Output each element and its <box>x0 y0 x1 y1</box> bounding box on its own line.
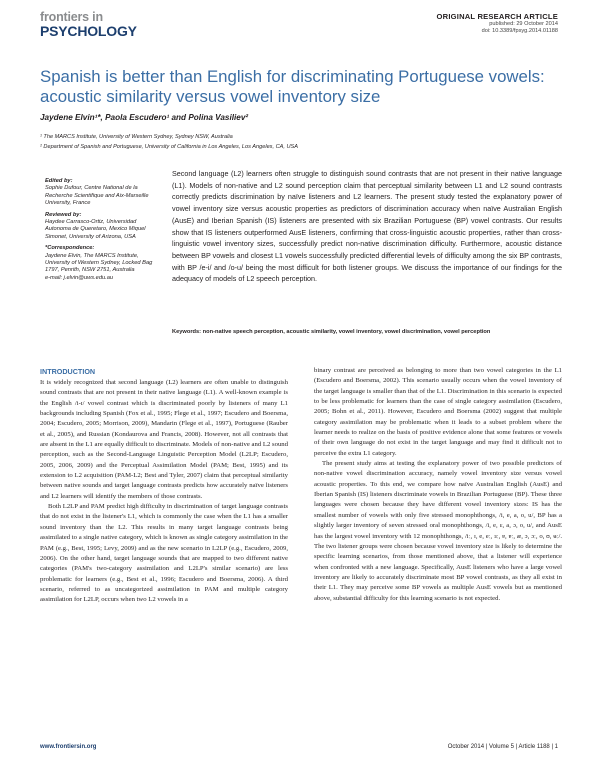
reviewed-by-text: Haydee Carrasco-Ortiz, Universidad Autonoma de Queretaro, Mexico Miquel Simonet, University of Arizona, USA <box>45 219 146 240</box>
body-paragraph: The present study aims at testing the explanatory power of two possible predictors of non-native vowel discrimination accuracy, namely vowel inventory size versus vowel acoustic properties. To this end, we compare how naïve Australian English (AusE) and Iberian Spanish (IS) listeners discriminate vowels in Brazilian Portuguese (BP). These three languages were chosen because they have different vowel inventory sizes: IS has the smallest number of vowels with only five stressed monophthongs, /i, e, a, o, u/, BP has a slightly larger inventory of seven stressed oral monophthongs, /i, e, ɛ, a, ɔ, o, u/, and AusE has the largest vowel inventory with 12 monophthongs, /iː, ɪ, e, eː, ɜː, ɐ, ɐː, æ, ɔ, ɔː, o, ʊ, ʉː/. The two listener groups were chosen because vowel inventory size is likely to determine the specific learning scenarios, from those mentioned above, that a listener will experience when confronted with a new language. Specifically, AusE listeners who have a large vowel inventory are likely to accurately discriminate most BP vowel contrasts, as they all exist in their L1. They may perceive some BP vowels as multiple AusE vowels but as mentioned above, substantial difficulty for this learning scenario is not expected. <box>314 460 562 602</box>
article-meta <box>437 12 558 35</box>
journal-logo <box>40 11 137 38</box>
correspondence-label: *Correspondence: <box>45 245 95 252</box>
journal-logo-line1: frontiers in <box>40 10 103 24</box>
body-column-left <box>40 378 288 606</box>
body-paragraph: Both L2LP and PAM predict high difficulty in discrimination of target language contrasts that do not exist in the listener's L1, which is commonly the case when the L1 has a smaller sound inventory than the L2. This results in many target language contrasts being assimilated to a single native category, which is known as single category assimilation in the PAM (e.g., Best, 1995; Levy, 2009) and as the new scenario in L2LP (e.g., Escudero, 2009, 2006). On the other hand, target language sounds that are mapped to two different native categories (PAM's two-category assimilation and L2LP's similar scenario) are less problematic for learners (e.g., Best et al., 1996; Escudero and Boersma, 2006). A third scenario, referred to as uncategorized assimilation in PAM and multiple category assimilation for L2LP, occurs when two L2 vowels in a <box>40 503 288 604</box>
correspondence-text: Jaydene Elvin, The MARCS Institute, University of Western Sydney, Locked Bag 1797, Penrith, NSW 2751, Australia <box>45 252 153 274</box>
body-paragraph: It is widely recognized that second language (L2) learners are often unable to distinguish sound contrasts that are not present in their native language (L1). A well-known example is the English /i-ɪ/ vowel contrast which is discriminated poorly by listeners of many L1 backgrounds including Spanish (Fox et al., 1995; Flege et al., 1997; Escudero and Boersma, 2004; Escudero, 2005; Morrison, 2009), Mandarin (Flege et al., 1997), Portuguese (Rauber et al., 2005), and Russian (Kondaurova and Francis, 2008). However, not all contrasts that are absent in the L1 are equally difficult to discriminate. Models of non-native and L2 sound perception, such as the Second-Language Linguistic Perception Model (L2LP; Escudero, 2005, 2006, 2009) and the Perceptual Assimilation Model (PAM; Best, 1995) and its extension to L2 acquisition (PAM-L2; Best and Tyler, 2007) claim that perceptual similarity between native sounds and target language contrasts predicts how accurately naïve listeners and L2 learners will identify the members of those contrasts. <box>40 379 288 500</box>
body-paragraph: binary contrast are perceived as belonging to more than two vowel categories in the L1 (Escudero and Boersma, 2002). This scenario usually occurs when the vowel inventory of the target language is smaller than that of the L1. Discrimination in this scenario is expected to be less problematic for learners than the case of single category assimilation (Escudero, 2005; Bohn et al., 2011). However, Escudero and Boersma (2002) suggest that multiple category assimilation may be problematic when it leads to a subset problem where the learner needs to realize on the basis of positive evidence alone that some features or vowels of their own language do not exist in the target language and may find it difficult not to perceive the extra L1 category. <box>314 367 562 457</box>
reviewed-by-label: Reviewed by: <box>45 211 82 218</box>
article-title: Spanish is better than English for discriminating Portuguese vowels: acoustic similarity versus vowel inventory size <box>40 67 545 106</box>
footer-citation: October 2014 | Volume 5 | Article 1188 | 1 <box>447 744 558 750</box>
abstract: Second language (L2) learners often struggle to distinguish sound contrasts that are not present in their native language (L1). Models of non-native and L2 sound perception claim that perceptual similarity between L1 and L2 sound contrasts correctly predicts discrimination by naïve listeners and L2 learners. The present study tested the explanatory power of vowel inventory size versus acoustic properties as predictors of discrimination accuracy when naïve Australian English (AusE) and Iberian Spanish (IS) listeners are presented with six Brazilian Portuguese (BP) vowel contrasts. Our results show that IS listeners outperformed AusE listeners, confirming that cross-linguistic acoustic properties, rather than cross-linguistic vowel inventory sizes, successfully predict non-native discrimination difficulty. Furthermore, acoustic distance between BP vowels and closest L1 vowels successfully predicted differential levels of difficulty among the six BP contrasts, with BP /e-i/ and /o-u/ being the most difficult for both listener groups. We discuss the importance of our findings for the adequacy of models of L2 speech perception. <box>172 169 562 284</box>
affiliation-2: ² Department of Spanish and Portuguese, University of California in Los Angeles, Los Angeles, CA, USA <box>40 143 298 150</box>
doi[interactable]: doi: 10.3389/fpsyg.2014.01188 <box>481 28 558 35</box>
footer-website-link[interactable]: www.frontiersin.org <box>40 744 97 750</box>
affiliations <box>40 133 298 152</box>
body-column-right <box>314 366 562 604</box>
edited-by-label: Edited by: <box>45 178 73 184</box>
edited-by-text: Sophie Dufour, Centre National de la Recherche Scientifique and Aix-Marseille University, France <box>45 185 149 207</box>
editorial-sidebar <box>45 174 155 282</box>
journal-logo-line2: PSYCHOLOGY <box>40 22 137 39</box>
affiliation-1: ¹ The MARCS Institute, University of Western Sydney, Sydney NSW, Australia <box>40 134 233 140</box>
correspondence-email[interactable]: e-mail: j.elvin@uws.edu.au <box>45 274 114 281</box>
keywords: Keywords: non-native speech perception, acoustic similarity, vowel inventory, vowel discrimination, vowel perception <box>172 329 491 335</box>
author-list: Jaydene Elvin¹*, Paola Escudero¹ and Polina Vasiliev² <box>40 113 249 122</box>
section-heading-introduction: INTRODUCTION <box>40 367 96 376</box>
article-type: ORIGINAL RESEARCH ARTICLE <box>436 12 558 21</box>
published-date: published: 29 October 2014 <box>489 21 558 28</box>
